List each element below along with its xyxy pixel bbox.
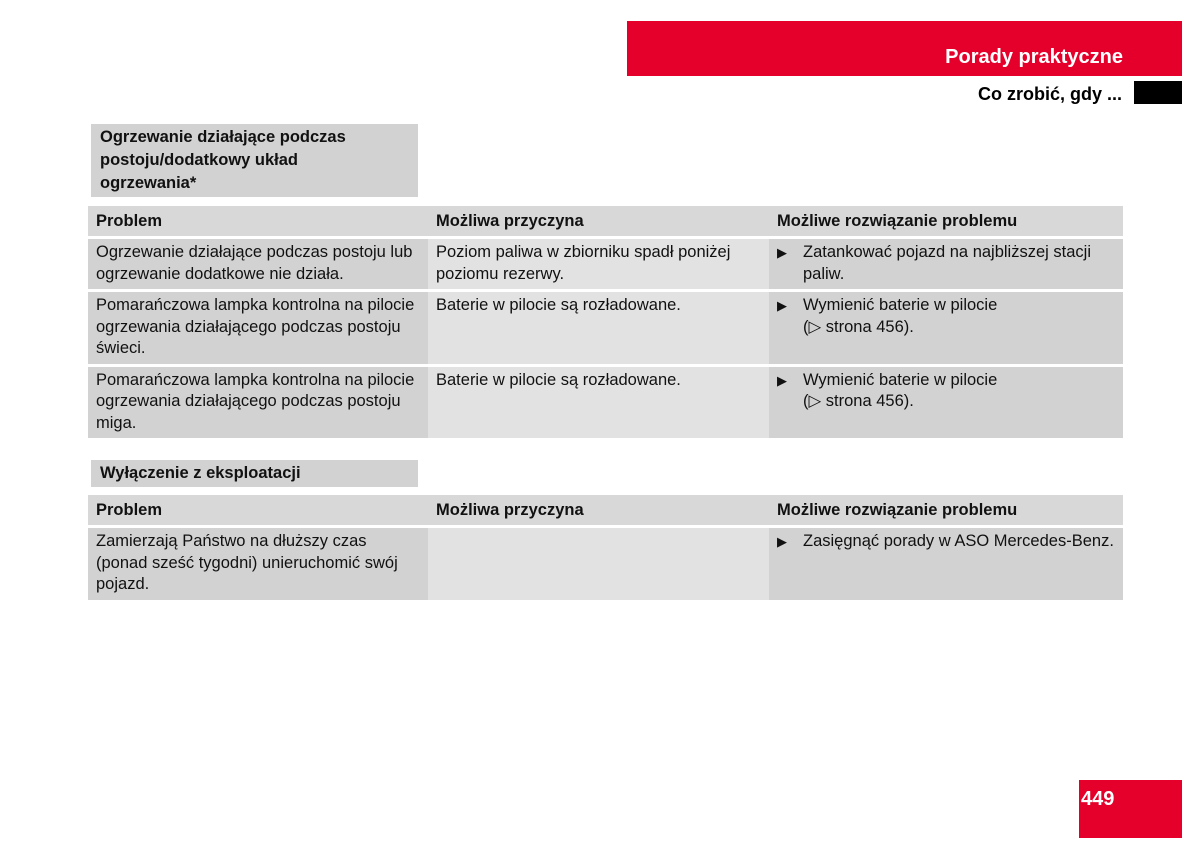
heading-line: Wyłączenie z eksploatacji — [100, 464, 301, 482]
table-row — [88, 527, 1123, 602]
chapter-tab-marker — [1134, 81, 1182, 104]
section-subtitle: Co zrobić, gdy ... — [977, 84, 1122, 104]
page-reference: (▷ strona 456). — [803, 317, 914, 336]
table-row — [88, 291, 1123, 366]
bullet-arrow-icon: ▶ — [777, 298, 787, 313]
solution-cell — [769, 291, 1123, 366]
troubleshooting-table-decommissioning — [88, 495, 1123, 603]
table-row — [88, 365, 1123, 440]
cause-cell: Baterie w pilocie są rozładowane. — [428, 291, 769, 366]
section-heading-decommissioning — [91, 460, 418, 487]
solution-text — [803, 295, 997, 338]
cause-cell — [428, 527, 769, 602]
problem-cell: Zamierzają Państwo na dłuższy czas (ponad sześć tygodni) unieruchomić swój pojazd. — [88, 527, 428, 602]
solution-text: Zatankować pojazd na najbliższej stacji paliw. — [803, 243, 1091, 283]
page-number: 449 — [1081, 788, 1115, 810]
chapter-header — [627, 21, 1182, 76]
problem-cell: Pomarańczowa lampka kontrolna na pilocie ogrzewania działającego podczas postoju miga. — [88, 365, 428, 440]
troubleshooting-table-parking-heater — [88, 206, 1123, 441]
column-header-problem: Problem — [88, 495, 428, 527]
table-header-row — [88, 206, 1123, 238]
problem-cell: Pomarańczowa lampka kontrolna na pilocie ogrzewania działającego podczas postoju świeci. — [88, 291, 428, 366]
heading-line: postoju/dodatkowy układ — [100, 151, 299, 169]
page-number-tab — [1079, 780, 1182, 838]
table-header-row — [88, 495, 1123, 527]
solution-cell — [769, 238, 1123, 291]
cause-cell: Baterie w pilocie są rozładowane. — [428, 365, 769, 440]
problem-cell: Ogrzewanie działające podczas postoju lub ogrzewanie dodatkowe nie działa. — [88, 238, 428, 291]
column-header-problem: Problem — [88, 206, 428, 238]
column-header-solution: Możliwe rozwiązanie problemu — [769, 206, 1123, 238]
solution-text: Zasięgnąć porady w ASO Mercedes-Benz. — [803, 532, 1114, 550]
solution-cell — [769, 527, 1123, 602]
table-row — [88, 238, 1123, 291]
solution-action: Wymienić baterie w pilocie — [803, 296, 998, 314]
page-reference: (▷ strona 456). — [803, 392, 914, 410]
cause-cell: Poziom paliwa w zbiorniku spadł poniżej poziomu rezerwy. — [428, 238, 769, 291]
chapter-title: Porady praktyczne — [945, 46, 1123, 68]
column-header-cause: Możliwa przyczyna — [428, 206, 769, 238]
column-header-solution: Możliwe rozwiązanie problemu — [769, 495, 1123, 527]
solution-text — [803, 370, 997, 413]
bullet-arrow-icon: ▶ — [777, 245, 787, 260]
solution-cell — [769, 365, 1123, 440]
column-header-cause: Możliwa przyczyna — [428, 495, 769, 527]
solution-action: Wymienić baterie w pilocie — [803, 370, 998, 389]
heading-line: Ogrzewanie działające podczas — [100, 128, 346, 146]
heading-line: ogrzewania* — [100, 174, 197, 192]
bullet-arrow-icon: ▶ — [777, 372, 787, 388]
section-heading-parking-heater — [91, 124, 418, 197]
bullet-arrow-icon: ▶ — [777, 534, 787, 549]
